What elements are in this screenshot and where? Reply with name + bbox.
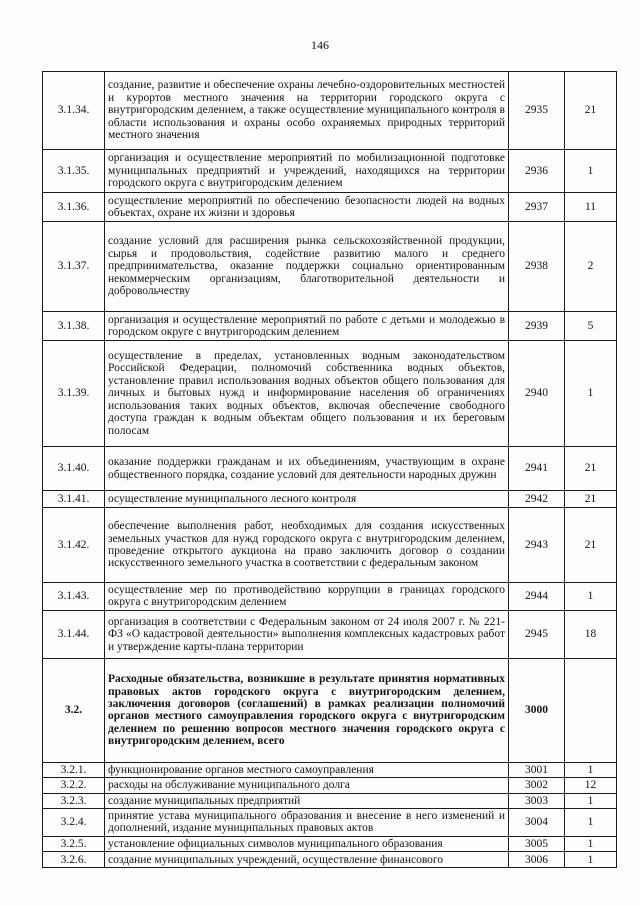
row-text-cell: создание условий для расширения рынка сельскохозяйственной продукции, сырья и продовольствия, содействие развитию малого и среднего предпринимательства, оказание поддержки социально ориентированным некоммерческим организациям, благотворительной деятельности и добровольчеству: [105, 222, 509, 312]
row-number-cell: 3.2.3.: [43, 793, 105, 808]
row-value-cell: 1: [565, 836, 617, 851]
row-value-cell: 1: [565, 583, 617, 611]
row-number-cell: 3.1.42.: [43, 508, 105, 583]
row-value-cell: 12: [565, 778, 617, 793]
row-value-cell: 11: [565, 193, 617, 222]
row-text-cell: обеспечение выполнения работ, необходимых для создания искусственных земельных участков для нужд городского округа с внутригородским делением, проведение открытого аукциона на право заключить договор о создании искусственного земельного участка в соответствии с федеральным законом: [105, 508, 509, 583]
row-code-cell: 2936: [509, 150, 565, 193]
row-code-cell: 2943: [509, 508, 565, 583]
table-row: [43, 762, 617, 777]
row-number-cell: 3.1.36.: [43, 193, 105, 222]
table-row: [43, 341, 617, 447]
table-row: [43, 491, 617, 508]
row-number-cell: 3.2.: [43, 658, 105, 762]
row-number-cell: 3.1.41.: [43, 491, 105, 508]
row-number-cell: 3.1.34.: [43, 72, 105, 150]
row-code-cell: 2944: [509, 583, 565, 611]
row-code-cell: 2945: [509, 610, 565, 658]
table-row: [43, 312, 617, 341]
row-code-cell: 3004: [509, 809, 565, 837]
table-row: [43, 852, 617, 868]
row-value-cell: 21: [565, 72, 617, 150]
row-text-cell: создание муниципальных предприятий: [105, 793, 509, 808]
row-number-cell: 3.1.37.: [43, 222, 105, 312]
row-text-cell: создание, развитие и обеспечение охраны лечебно-оздоровительных местностей и курортов местного значения на территории городского округа с внутригородским делением, а также осуществление муниципального контроля в области использования и охраны особо охраняемых природных территорий местного значения: [105, 72, 509, 150]
row-code-cell: 3000: [509, 658, 565, 762]
row-value-cell: 1: [565, 762, 617, 777]
row-value-cell: 21: [565, 447, 617, 491]
row-value-cell: 2: [565, 222, 617, 312]
table-row: [43, 150, 617, 193]
row-number-cell: 3.1.40.: [43, 447, 105, 491]
row-code-cell: 3001: [509, 762, 565, 777]
row-value-cell: 21: [565, 508, 617, 583]
row-value-cell: 18: [565, 610, 617, 658]
row-code-cell: 3002: [509, 778, 565, 793]
table-row: [43, 809, 617, 837]
row-text-cell: осуществление в пределах, установленных водным законодательством Российской Федерации, полномочий собственника водных объектов, установление правил использования водных объектов общего пользования для личных и бытовых нужд и информирование населения об ограничениях использования таких водных объектов, включая обеспечение свободного доступа граждан к водным объектам общего пользования и их береговым полосам: [105, 341, 509, 447]
row-value-cell: 1: [565, 793, 617, 808]
page-number: 146: [311, 38, 329, 52]
row-number-cell: 3.2.4.: [43, 809, 105, 837]
row-text-cell: установление официальных символов муниципального образования: [105, 836, 509, 851]
row-value-cell: 1: [565, 809, 617, 837]
row-text-cell: организация и осуществление мероприятий по мобилизационной подготовке муниципальных предприятий и учреждений, находящихся на территории городского округа с внутригородским делением: [105, 150, 509, 193]
row-text-cell: организация в соответствии с Федеральным законом от 24 июля 2007 г. № 221-ФЗ «О кадастровой деятельности» выполнения комплексных кадастровых работ и утверждение карты-плана территории: [105, 610, 509, 658]
row-text-cell: создание муниципальных учреждений, осуществление финансового: [105, 852, 509, 868]
row-text-cell: функционирование органов местного самоуправления: [105, 762, 509, 777]
obligations-table: [42, 71, 617, 868]
row-number-cell: 3.1.38.: [43, 312, 105, 341]
row-code-cell: 3003: [509, 793, 565, 808]
row-text-cell: оказание поддержки гражданам и их объединениям, участвующим в охране общественного порядка, создание условий для деятельности народных дружин: [105, 447, 509, 491]
row-number-cell: 3.1.35.: [43, 150, 105, 193]
table-row: [43, 658, 617, 762]
row-code-cell: 3005: [509, 836, 565, 851]
table-row: [43, 778, 617, 793]
table-row: [43, 193, 617, 222]
row-number-cell: 3.1.39.: [43, 341, 105, 447]
table-row: [43, 447, 617, 491]
row-number-cell: 3.2.1.: [43, 762, 105, 777]
row-code-cell: 2940: [509, 341, 565, 447]
row-text-cell: осуществление мероприятий по обеспечению безопасности людей на водных объектах, охране их жизни и здоровья: [105, 193, 509, 222]
table-row: [43, 583, 617, 611]
row-value-cell: [565, 658, 617, 762]
row-value-cell: 1: [565, 150, 617, 193]
table-row: [43, 222, 617, 312]
row-number-cell: 3.1.44.: [43, 610, 105, 658]
row-value-cell: 1: [565, 852, 617, 868]
row-text-cell: Расходные обязательства, возникшие в результате принятия нормативных правовых актов городского округа с внутригородским делением, заключения договоров (соглашений) в рамках реализации полномочий органов местного самоуправления городского округа с внутригородским делением по решению вопросов местного значения городского округа с внутригородским делением, всего: [105, 658, 509, 762]
table-row: [43, 72, 617, 150]
row-code-cell: 2941: [509, 447, 565, 491]
row-code-cell: 2935: [509, 72, 565, 150]
row-code-cell: 3006: [509, 852, 565, 868]
row-code-cell: 2938: [509, 222, 565, 312]
row-code-cell: 2937: [509, 193, 565, 222]
row-number-cell: 3.2.6.: [43, 852, 105, 868]
row-text-cell: осуществление мер по противодействию коррупции в границах городского округа с внутригородским делением: [105, 583, 509, 611]
table-row: [43, 508, 617, 583]
row-number-cell: 3.1.43.: [43, 583, 105, 611]
row-value-cell: 1: [565, 341, 617, 447]
row-code-cell: 2942: [509, 491, 565, 508]
row-text-cell: осуществление муниципального лесного контроля: [105, 491, 509, 508]
row-code-cell: 2939: [509, 312, 565, 341]
row-text-cell: принятие устава муниципального образования и внесение в него изменений и дополнений, издание муниципальных правовых актов: [105, 809, 509, 837]
row-text-cell: расходы на обслуживание муниципального долга: [105, 778, 509, 793]
table-row: [43, 793, 617, 808]
row-number-cell: 3.2.2.: [43, 778, 105, 793]
table-row: [43, 610, 617, 658]
table-row: [43, 836, 617, 851]
row-value-cell: 5: [565, 312, 617, 341]
row-number-cell: 3.2.5.: [43, 836, 105, 851]
row-text-cell: организация и осуществление мероприятий по работе с детьми и молодежью в городском округе с внутригородским делением: [105, 312, 509, 341]
row-value-cell: 21: [565, 491, 617, 508]
